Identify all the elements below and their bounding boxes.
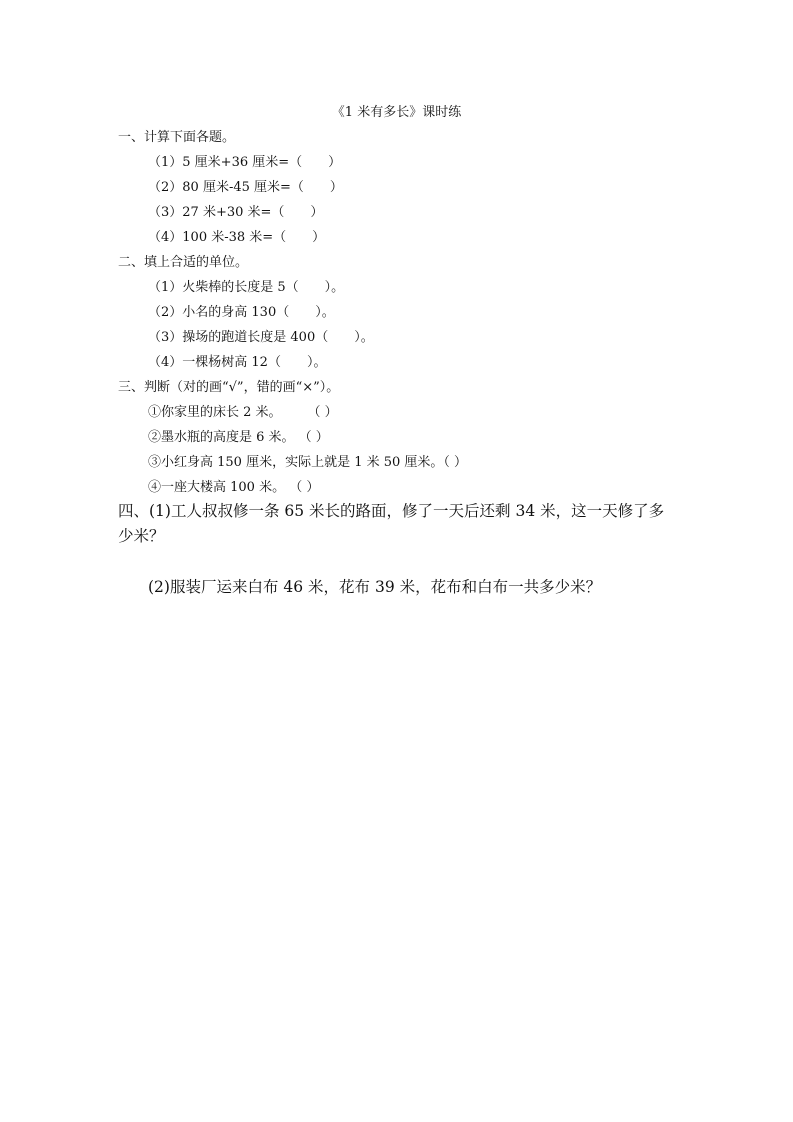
section3-heading: 三、判断（对的画“√”，错的画“×”）。 — [118, 380, 340, 395]
section3-item-4: ④一座大楼高 100 米。 （ ） — [148, 480, 320, 495]
section3-item-2: ②墨水瓶的高度是 6 米。 （ ） — [148, 430, 329, 445]
worksheet-title: 《1 米有多长》课时练 — [331, 105, 462, 120]
section2-item-1: （1）火柴棒的长度是 5（ ）。 — [148, 280, 345, 295]
section1-item-3: （3）27 米+30 米=（ ） — [148, 205, 324, 220]
section1-heading: 一、计算下面各题。 — [118, 130, 236, 145]
section2-heading: 二、填上合适的单位。 — [118, 255, 249, 270]
section2-item-4: （4）一棵杨树高 12（ ）。 — [148, 355, 327, 370]
section1-item-1: （1）5 厘米+36 厘米=（ ） — [148, 155, 342, 170]
section4-question2: (2)服装厂运来白布 46 米，花布 39 米，花布和白布一共多少米？ — [148, 578, 602, 596]
section4-question1-line2: 少米？ — [118, 527, 165, 545]
section2-item-3: （3）操场的跑道长度是 400（ ）。 — [148, 330, 374, 345]
section4-question1-line1: 四、(1)工人叔叔修一条 65 米长的路面，修了一天后还剩 34 米，这一天修了多 — [118, 502, 665, 520]
section1-item-4: （4）100 米-38 米=（ ） — [148, 230, 326, 245]
section2-item-2: （2）小名的身高 130（ ）。 — [148, 305, 335, 320]
section1-item-2: （2）80 厘米-45 厘米=（ ） — [148, 180, 343, 195]
section3-item-3: ③小红身高 150 厘米，实际上就是 1 米 50 厘米。（ ） — [148, 455, 468, 470]
section3-item-1: ①你家里的床长 2 米。 （ ） — [148, 405, 338, 420]
